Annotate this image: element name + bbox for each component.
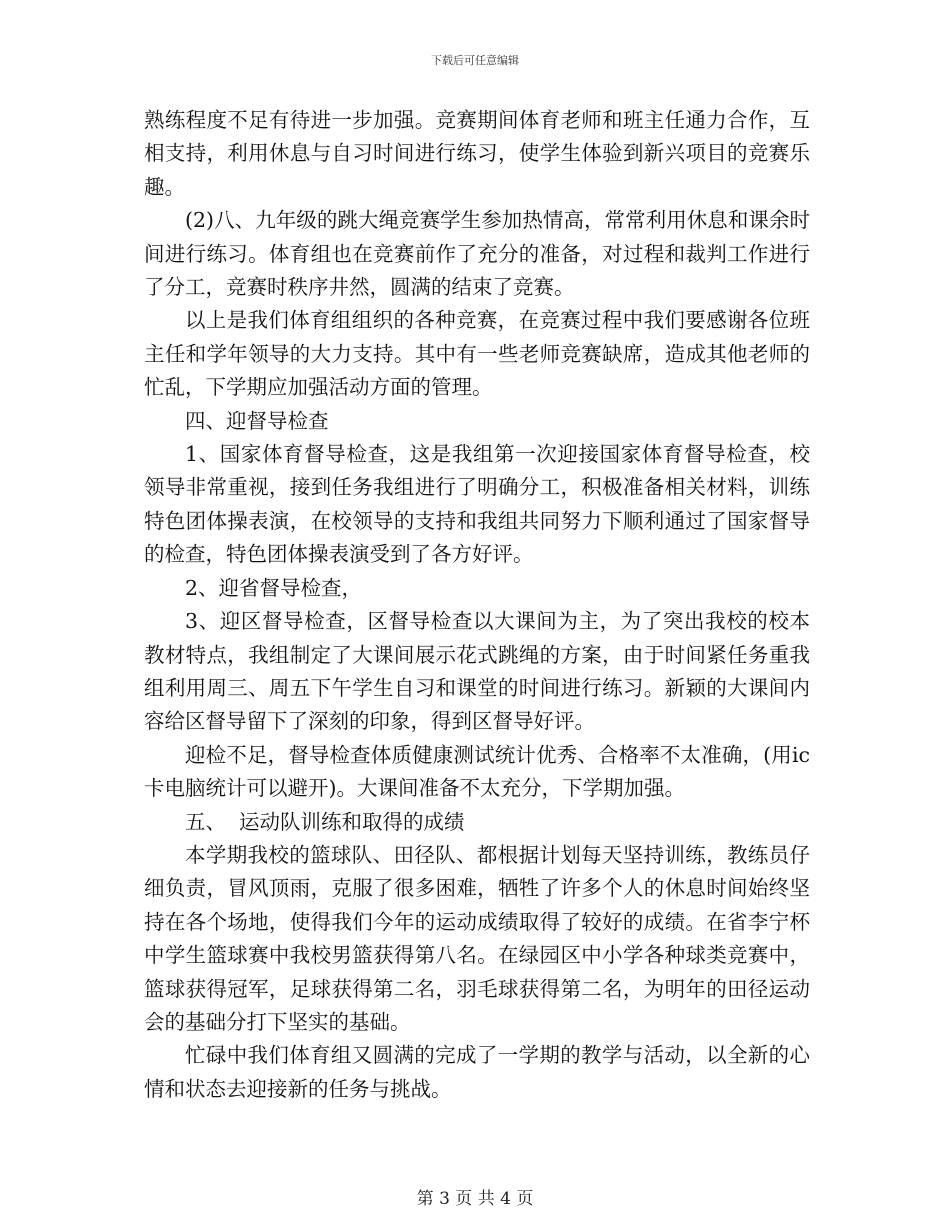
page-header: 下载后可任意编辑 [431, 54, 519, 67]
paragraph-2: (2)八、九年级的跳大绳竞赛学生参加热情高，常常利用休息和课余时间进行练习。体育组也在竞赛前作了充分的准备，对过程和裁判工作进行了分工，竞赛时秩序井然，圆满的结束了竞赛。 [144, 208, 810, 300]
paragraph-10: 本学期我校的篮球队、田径队、都根据计划每天坚持训练，教练员仔细负责，冒风顶雨，克服了很多困难，牺牲了许多个人的休息时间始终坚持在各个场地，使得我们今年的运动成绩取得了较好的成绩。在省李宁杯中学生篮球赛中我校男篮获得第八名。在绿园区中小学各种球类竞赛中，篮球获得冠军，足球获得第二名，羽毛球获得第二名，为明年的田径运动会的基础分打下坚实的基础。 [144, 842, 810, 1034]
paragraph-1: 熟练程度不足有待进一步加强。竞赛期间体育老师和班主任通力合作，互相支持，利用休息与自习时间进行练习，使学生体验到新兴项目的竞赛乐趣。 [144, 108, 810, 199]
paragraph-6: 2、迎省督导检查， [185, 575, 363, 600]
section-heading-5: 五、 运动队训练和取得的成绩 [185, 809, 465, 834]
paragraph-11: 忙碌中我们体育组又圆满的完成了一学期的教学与活动，以全新的心情和状态去迎接新的任务与挑战。 [144, 1043, 810, 1101]
paragraph-8: 迎检不足，督导检查体质健康测试统计优秀、合格率不太准确，(用ic卡电脑统计可以避开)。大课间准备不太充分，下学期加强。 [144, 742, 810, 801]
page-footer: 第 3 页 共 4 页 [416, 1189, 534, 1209]
paragraph-5: 1、国家体育督导检查，这是我组第一次迎接国家体育督导检查，校领导非常重视，接到任务我组进行了明确分工，积极准备相关材料，训练特色团体操表演，在校领导的支持和我组共同努力下顺利通过了国家督导的检查，特色团体操表演受到了各方好评。 [144, 442, 810, 567]
document-body [144, 104, 810, 1106]
paragraph-3: 以上是我们体育组组织的各种竞赛，在竞赛过程中我们要感谢各位班主任和学年领导的大力支持。其中有一些老师竞赛缺席，造成其他老师的忙乱，下学期应加强活动方面的管理。 [144, 308, 810, 400]
paragraph-7: 3、迎区督导检查，区督导检查以大课间为主，为了突出我校的校本教材特点，我组制定了大课间展示花式跳绳的方案，由于时间紧任务重我组利用周三、周五下午学生自习和课堂的时间进行练习。新颖的大课间内容给区督导留下了深刻的印象，得到区督导好评。 [144, 609, 810, 734]
section-heading-4: 四、迎督导检查 [185, 408, 329, 433]
